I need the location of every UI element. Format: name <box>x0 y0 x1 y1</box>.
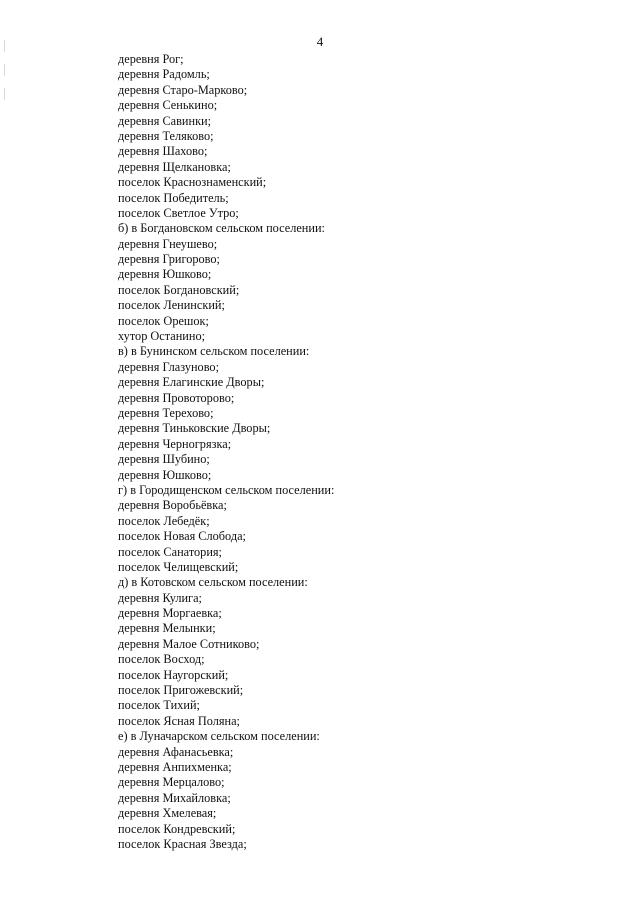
settlement-section-heading: е) в Луначарском сельском поселении: <box>118 729 320 744</box>
settlement-entry: деревня Теляково; <box>118 128 214 143</box>
settlement-entry: деревня Мелынки; <box>118 621 216 636</box>
settlement-entry: деревня Черногрязка; <box>118 436 232 451</box>
settlement-entry: поселок Новая Слобода; <box>118 529 246 544</box>
settlement-entry: деревня Щелкановка; <box>118 159 231 174</box>
settlement-entry: деревня Мерцалово; <box>118 775 225 790</box>
settlement-list <box>118 52 334 852</box>
settlement-section-heading: в) в Бунинском сельском поселении: <box>118 344 310 359</box>
settlement-section-heading: д) в Котовском сельском поселении: <box>118 575 308 590</box>
settlement-entry: деревня Терехово; <box>118 405 214 420</box>
settlement-entry: деревня Григорово; <box>118 252 220 267</box>
settlement-entry: поселок Челищевский; <box>118 559 239 574</box>
settlement-entry: деревня Елагинские Дворы; <box>118 375 265 390</box>
settlement-entry: деревня Воробьёвка; <box>118 498 227 513</box>
settlement-entry: поселок Богдановский; <box>118 282 240 297</box>
settlement-entry: поселок Краснознаменский; <box>118 175 267 190</box>
settlement-entry: поселок Тихий; <box>118 698 200 713</box>
settlement-entry: деревня Сенькино; <box>118 98 218 113</box>
settlement-entry: поселок Пригожевский; <box>118 683 244 698</box>
settlement-entry: деревня Малое Сотниково; <box>118 636 260 651</box>
settlement-entry: деревня Моргаевка; <box>118 606 222 621</box>
settlement-entry: деревня Рог; <box>118 52 184 66</box>
settlement-entry: поселок Восход; <box>118 652 205 667</box>
settlement-entry: поселок Ленинский; <box>118 298 225 313</box>
settlement-entry: деревня Шубино; <box>118 452 210 467</box>
settlement-entry: поселок Наугорский; <box>118 667 229 682</box>
settlement-entry: деревня Михайловка; <box>118 790 231 805</box>
settlement-entry: деревня Савинки; <box>118 113 212 128</box>
settlement-entry: деревня Провоторово; <box>118 390 235 405</box>
settlement-entry: поселок Санатория; <box>118 544 222 559</box>
settlement-entry: деревня Афанасьевка; <box>118 744 234 759</box>
settlement-entry: деревня Юшково; <box>118 267 212 282</box>
settlement-entry: хутор Останино; <box>118 329 206 344</box>
page-number: 4 <box>316 34 324 49</box>
settlement-entry: деревня Тиньковские Дворы; <box>118 421 271 436</box>
settlement-entry: деревня Хмелевая; <box>118 806 217 821</box>
settlement-entry: деревня Анпихменка; <box>118 759 232 774</box>
settlement-entry: деревня Кулига; <box>118 590 202 605</box>
settlement-section-heading: б) в Богдановском сельском поселении: <box>118 221 325 236</box>
settlement-entry: поселок Красная Звезда; <box>118 836 247 851</box>
settlement-entry: поселок Лебедёк; <box>118 513 210 528</box>
settlement-entry: поселок Кондревский; <box>118 821 236 836</box>
settlement-entry: поселок Светлое Утро; <box>118 205 239 220</box>
settlement-entry: деревня Шахово; <box>118 144 208 159</box>
settlement-entry: деревня Юшково; <box>118 467 212 482</box>
settlement-entry: деревня Радомль; <box>118 67 210 82</box>
settlement-entry: поселок Орешок; <box>118 313 209 328</box>
settlement-entry: поселок Победитель; <box>118 190 229 205</box>
settlement-entry: деревня Старо-Марково; <box>118 82 248 97</box>
settlement-entry: поселок Ясная Поляна; <box>118 713 240 728</box>
settlement-entry: деревня Гнеушево; <box>118 236 218 251</box>
settlement-section-heading: г) в Городищенском сельском поселении: <box>118 482 335 497</box>
settlement-entry: деревня Глазуново; <box>118 359 219 374</box>
